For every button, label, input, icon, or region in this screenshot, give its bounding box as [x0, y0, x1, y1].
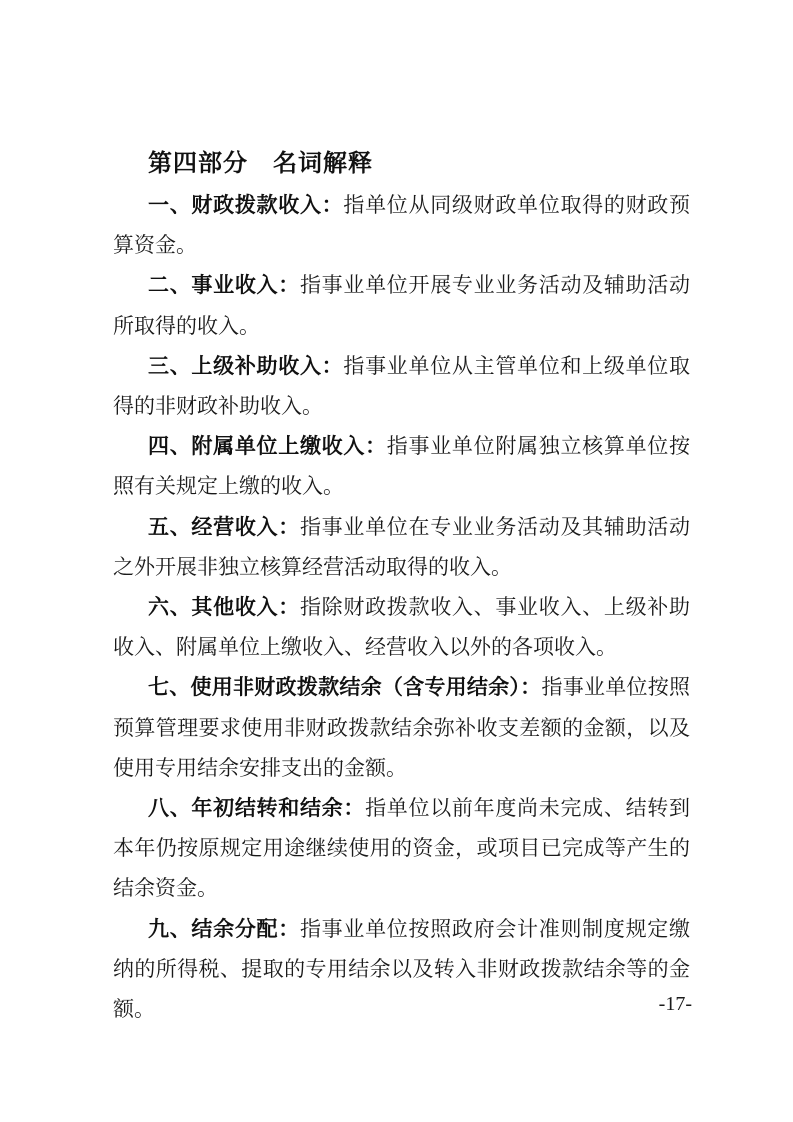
page-content — [113, 143, 690, 1029]
term-definition: 指事业单位按照预算管理要求使用非财政拨款结余弥补收支差额的金额，以及使用专用结余安排支出的金额。 — [113, 675, 691, 780]
term-label: 五、经营收入： — [148, 514, 300, 539]
definition-paragraph — [113, 909, 690, 1030]
term-label: 一、财政拨款收入： — [148, 193, 344, 217]
term-label: 四、附属单位上缴收入： — [148, 434, 387, 459]
term-definition: 指事业单位附属独立核算单位按照有关规定上缴的收入。 — [113, 434, 691, 499]
definition-paragraph — [113, 667, 690, 788]
term-label: 六、其他收入： — [148, 595, 300, 620]
term-label: 七、使用非财政拨款结余（含专用结余）： — [148, 675, 542, 700]
term-label: 九、结余分配： — [148, 916, 300, 941]
term-label: 三、上级补助收入： — [148, 353, 344, 378]
definition-paragraph — [113, 507, 690, 587]
definition-paragraph — [113, 265, 690, 345]
term-label: 二、事业收入： — [148, 273, 300, 298]
term-definition: 指除财政拨款收入、事业收入、上级补助收入、附属单位上缴收入、经营收入以外的各项收入。 — [113, 595, 691, 660]
definition-paragraph — [113, 788, 690, 909]
definition-paragraph — [113, 426, 690, 506]
definition-paragraph — [113, 346, 690, 426]
page-number: -17- — [658, 993, 692, 1015]
term-definition: 指事业单位按照政府会计准则制度规定缴纳的所得税、提取的专用结余以及转入非财政拨款结余等的金额。 — [113, 916, 691, 1022]
definition-paragraph — [113, 185, 690, 265]
term-definition: 指单位从同级财政单位取得的财政预算资金。 — [113, 193, 690, 258]
term-definition: 指单位以前年度尚未完成、结转到本年仍按原规定用途继续使用的资金，或项目已完成等产生的结余资金。 — [113, 796, 691, 901]
section-heading: 第四部分 名词解释 — [148, 150, 373, 177]
definition-paragraph — [113, 587, 690, 667]
term-definition: 指事业单位开展专业业务活动及辅助活动所取得的收入。 — [113, 273, 691, 338]
term-label: 八、年初结转和结余： — [148, 796, 366, 821]
term-definition: 指事业单位从主管单位和上级单位取得的非财政补助收入。 — [113, 353, 690, 419]
term-definition: 指事业单位在专业业务活动及其辅助活动之外开展非独立核算经营活动取得的收入。 — [113, 514, 691, 579]
